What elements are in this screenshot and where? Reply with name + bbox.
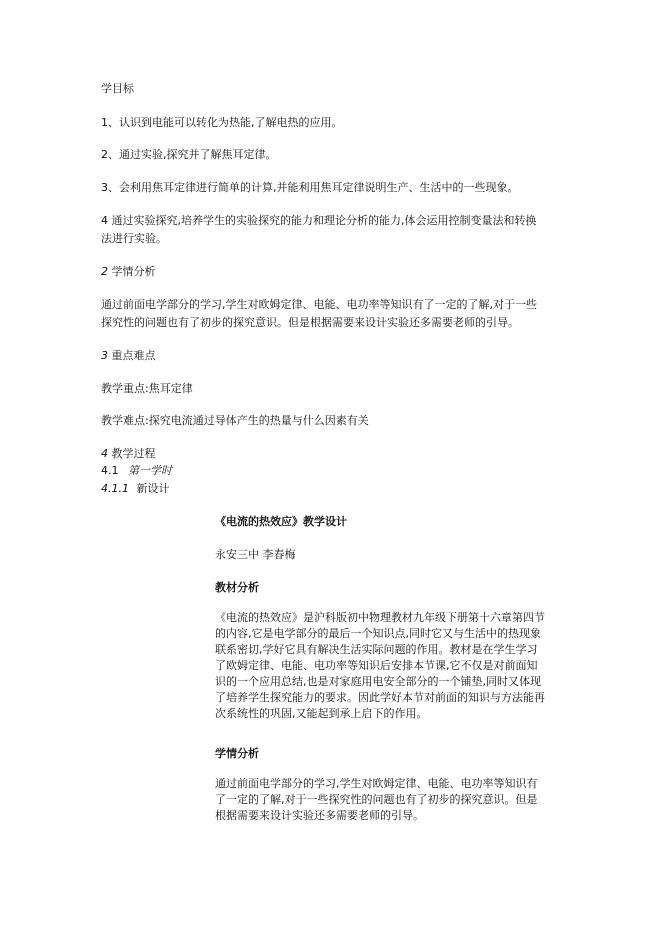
student-analysis-line-2: 探究性的问题也有了初步的探究意识。但是根据需要来设计实验还多需要老师的引导。: [101, 316, 519, 329]
student-situation-paragraph: [215, 776, 538, 824]
teaching-difficulty: 教学难点:探究电流通过导体产生的热量与什么因素有关: [101, 414, 369, 427]
subsection-number: 4.1: [101, 464, 119, 477]
process-heading: [101, 446, 156, 462]
subsection-label: 第一学时: [128, 464, 172, 477]
section-number: 2: [101, 265, 108, 278]
section-title: 重点难点: [111, 349, 156, 362]
design-author: 永安三中 李春梅: [215, 548, 296, 561]
objective-item-2: 2、通过实验,探究并了解焦耳定律。: [101, 148, 277, 161]
section-number: 4: [101, 447, 108, 460]
design-title: 《电流的热效应》教学设计: [215, 515, 347, 528]
key-points-heading: [101, 348, 156, 364]
objective-item-1: 1、认识到电能可以转化为热能,了解电热的应用。: [101, 116, 343, 129]
teaching-focus: 教学重点:焦耳定律: [101, 382, 193, 395]
student-situation-heading: 学情分析: [215, 747, 259, 760]
paragraph-line: 次系统性的巩固,又能起到承上启下的作用。: [215, 707, 428, 720]
paragraph-line: 根据需要来设计实验还多需要老师的引导。: [215, 809, 424, 822]
material-analysis-paragraph: [215, 610, 545, 722]
process-subsection-2: [101, 481, 170, 497]
section-number: 3: [101, 349, 108, 362]
section-title: 学情分析: [111, 265, 156, 278]
material-analysis-heading: 教材分析: [215, 581, 259, 594]
student-analysis-line-1: 通过前面电学部分的学习,学生对欧姆定律、电能、电功率等知识有了一定的了解,对于一些: [101, 298, 537, 311]
objectives-heading: 学目标: [101, 82, 134, 95]
process-subsection-1: [101, 463, 172, 479]
student-analysis-heading: [101, 264, 156, 280]
subsection-label: 新设计: [136, 482, 170, 495]
objective-item-4-line-2: 法进行实验。: [101, 232, 167, 245]
section-title: 教学过程: [111, 447, 156, 460]
paragraph-line: 识的一个应用总结,也是对家庭用电安全部分的一个铺垫,同时又体现: [215, 675, 541, 688]
paragraph-line: 了培养学生探究能力的要求。因此学好本节对前面的知识与方法能再: [215, 691, 545, 704]
paragraph-line: 的内容,它是电学部分的最后一个知识点,同时它又与生活中的热现象: [215, 627, 541, 640]
paragraph-line: 联系密切,学好它具有解决生活实际问题的作用。教材是在学生学习: [215, 643, 538, 656]
paragraph-line: 《电流的热效应》是沪科版初中物理教材九年级下册第十六章第四节: [215, 611, 545, 624]
paragraph-line: 通过前面电学部分的学习,学生对欧姆定律、电能、电功率等知识有: [215, 777, 538, 790]
paragraph-line: 了欧姆定律、电能、电功率等知识后安排本节课,它不仅是对前面知: [215, 659, 538, 672]
objective-item-3: 3、会利用焦耳定律进行简单的计算,并能利用焦耳定律说明生产、生活中的一些现象。: [101, 181, 519, 194]
paragraph-line: 了一定的了解,对于一些探究性的问题也有了初步的探究意识。但是: [215, 793, 538, 806]
subsection-number: 4.1.1: [101, 482, 129, 495]
objective-item-4-line-1: 4 通过实验探究,培养学生的实验探究的能力和理论分析的能力,体会运用控制变量法和转换: [101, 214, 537, 227]
